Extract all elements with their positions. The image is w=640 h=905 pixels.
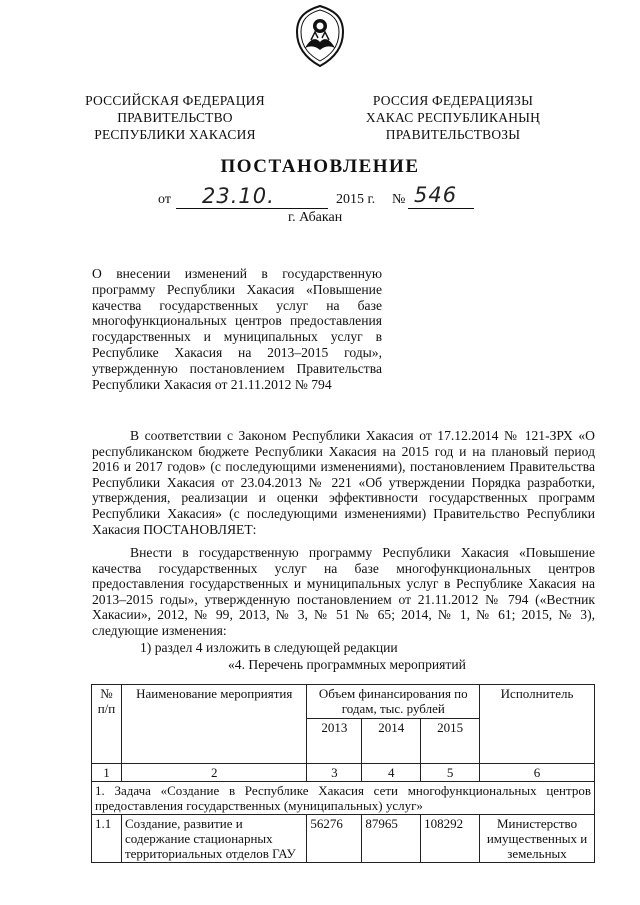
header-right-line: ПРАВИТЕЛЬСТВОЗЫ <box>385 127 521 142</box>
year-label: 2015 г. <box>336 192 376 207</box>
header-right-line: ХАКАС РЕСПУБЛИКАНЫҢ <box>365 110 541 125</box>
col-index: 3 <box>307 764 362 782</box>
table-index-row <box>92 764 595 782</box>
header-num: № п/п <box>92 685 122 764</box>
table-row <box>92 815 595 863</box>
section-title: «4. Перечень программных мероприятий <box>228 657 466 672</box>
measures-table <box>91 684 595 863</box>
handwritten-date: 23.10. <box>202 184 275 208</box>
number-field <box>408 183 474 209</box>
header-right-block <box>358 92 548 143</box>
body-paragraph-2: Внести в государственную программу Республики Хакасия «Повышение качества государственных услуг на базе многофункциональных центров предоставления государственных и муниципальных услуг в Республике Хакасия на 2013–2015 годы», утвержденную постановлением от 21.11.2012 № 794 («Вестник Хакасии», 2012, № 99, 2013, № 3, № 51 № 65; 2014, № 1, № 61; 2015, № 3), следующие изменения: <box>92 545 595 638</box>
row-executor: Министерство имущественных и земельных <box>480 815 595 863</box>
list-item-1: 1) раздел 4 изложить в следующей редакции <box>140 640 398 655</box>
row-2015: 108292 <box>421 815 480 863</box>
header-right-line: РОССИЯ ФЕДЕРАЦИЯЗЫ <box>372 93 534 108</box>
document-title: ПОСТАНОВЛЕНИЕ <box>220 156 420 177</box>
header-executor: Исполнитель <box>480 685 595 764</box>
year-2013: 2013 <box>307 718 362 763</box>
header-left-line: РОССИЙСКАЯ ФЕДЕРАЦИЯ <box>85 93 265 108</box>
table-header-row <box>92 685 595 719</box>
task-1: 1. Задача «Создание в Республике Хакасия сети многофункциональных центров предоставления государственных (муниципальных) услуг» <box>92 782 595 815</box>
row-num: 1.1 <box>92 815 122 863</box>
col-index: 1 <box>92 764 122 782</box>
date-field <box>176 186 328 209</box>
col-index: 6 <box>480 764 595 782</box>
header-funding: Объем финансирования по годам, тыс. рублей <box>307 685 480 719</box>
header-name: Наименование мероприятия <box>121 685 306 764</box>
year-2014: 2014 <box>362 718 421 763</box>
year-2015: 2015 <box>421 718 480 763</box>
document-subject: О внесении изменений в государственную программу Республики Хакасия «Повышение качества государственных услуг на базе многофункциональных центров предоставления государственных и муниципальных услуг в Республике Хакасия на 2013–2015 годы», утвержденную постановлением Правительства Республики Хакасия от 21.11.2012 № 794 <box>92 266 382 392</box>
col-index: 4 <box>362 764 421 782</box>
header-left-line: РЕСПУБЛИКИ ХАКАСИЯ <box>94 127 256 142</box>
row-name: Создание, развитие и содержание стационарных территориальных отделов ГАУ <box>121 815 306 863</box>
col-index: 2 <box>121 764 306 782</box>
row-2013: 56276 <box>307 815 362 863</box>
header-left-block <box>80 92 270 143</box>
handwritten-number: 546 <box>414 183 458 207</box>
date-prefix: от <box>158 192 171 207</box>
coat-of-arms-emblem <box>293 4 347 68</box>
header-left-line: ПРАВИТЕЛЬСТВО <box>117 110 233 125</box>
table-task-row <box>92 782 595 815</box>
row-2014: 87965 <box>362 815 421 863</box>
number-sign: № <box>392 192 406 207</box>
city-label: г. Абакан <box>288 210 343 225</box>
body-paragraph-1: В соответствии с Законом Республики Хакасия от 17.12.2014 № 121-ЗРХ «О республиканском бюджете Республики Хакасия на 2015 год и на плановый период 2016 и 2017 годов» (с последующими изменениями), постановлением Правительства Республики Хакасия от 23.04.2013 № 221 «Об утверждении Порядка разработки, утверждения, реализации и оценки эффективности государственных программ Республики Хакасия» (с последующими изменениями) Правительство Республики Хакасия ПОСТАНОВЛЯЕТ: <box>92 428 595 537</box>
col-index: 5 <box>421 764 480 782</box>
